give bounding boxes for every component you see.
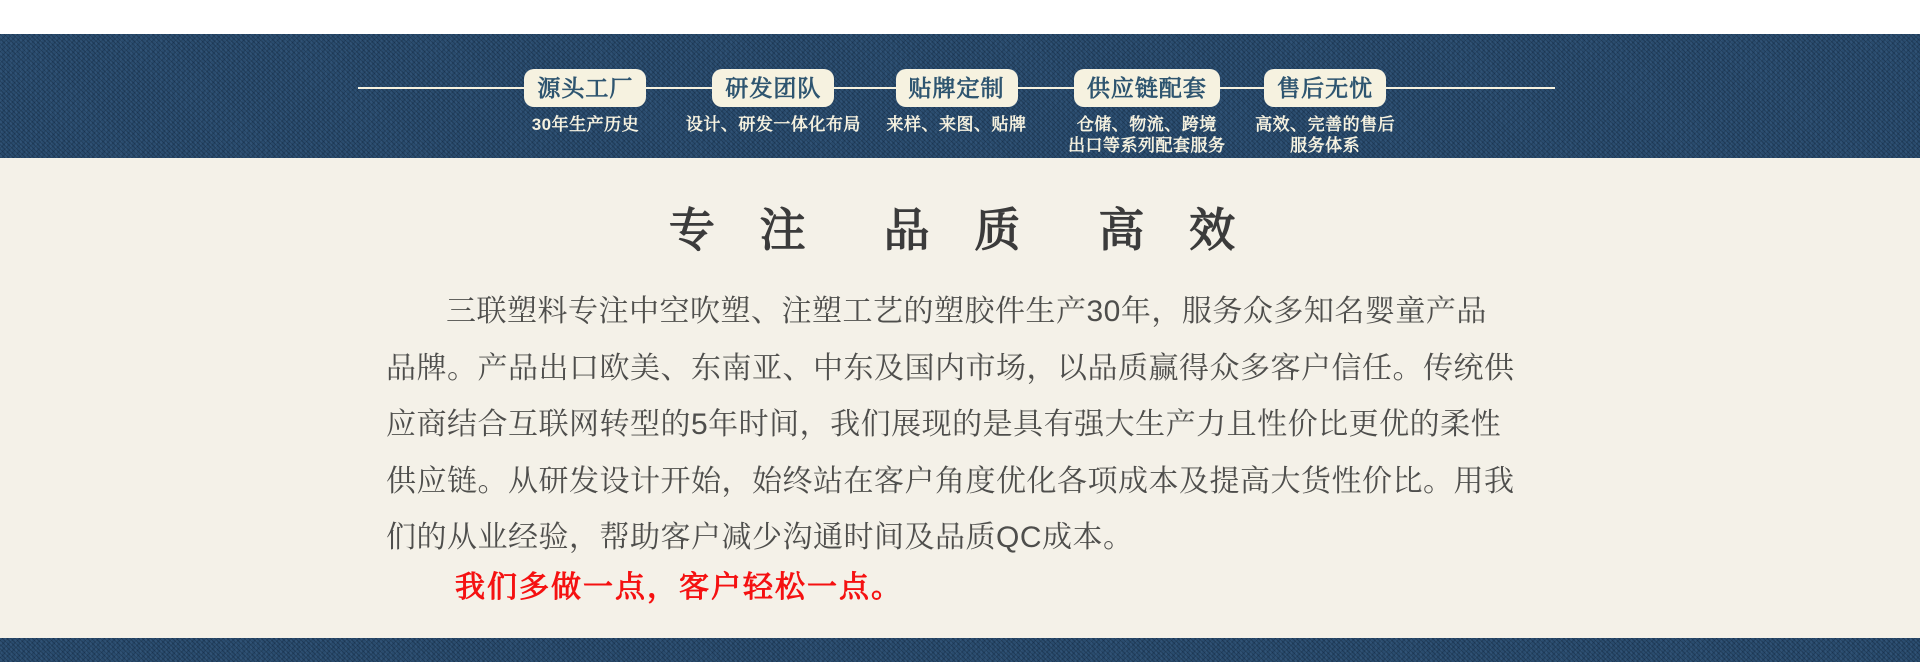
feature-subtitle-line: 高效、完善的售后 (1255, 115, 1396, 134)
feature-subtitle-line: 设计、研发一体化布局 (685, 115, 861, 134)
paragraph-line: 应商结合互联网转型的5年时间，我们展现的是具有强大生产力且性价比更优的柔性 (386, 408, 1502, 441)
paragraph-line: 们的从业经验，帮助客户减少沟通时间及品质QC成本。 (386, 521, 1134, 554)
feature-subtitle (1255, 114, 1395, 156)
paragraph-line: 供应链。从研发设计开始，始终站在客户角度优化各项成本及提高大货性价比。用我 (386, 464, 1515, 498)
feature-subtitle-line: 来样、来图、贴牌 (886, 115, 1027, 134)
intro-section (0, 158, 1920, 638)
feature-list (358, 34, 1555, 158)
feature-subtitle (887, 114, 1027, 135)
feature-subtitle (532, 114, 639, 135)
feature-subtitle-line: 服务体系 (1290, 136, 1361, 155)
top-feature-band (0, 34, 1920, 158)
feature-badge: 源头工厂 (524, 69, 646, 107)
red-slogan: 我们多做一点，客户轻松一点。 (455, 571, 903, 604)
feature-after-sales (1195, 69, 1455, 156)
company-intro-paragraph (386, 284, 1556, 567)
feature-subtitle-line: 30年生产历史 (531, 115, 640, 134)
feature-badge: 供应链配套 (1074, 69, 1220, 107)
section-title: 专 注 品 质 高 效 (668, 204, 1252, 256)
paragraph-line: 三联塑料专注中空吹塑、注塑工艺的塑胶件生产30年，服务众多知名婴童产品 (446, 295, 1487, 328)
feature-badge: 贴牌定制 (896, 69, 1018, 107)
feature-badge: 售后无忧 (1264, 69, 1386, 107)
paragraph-line: 品牌。产品出口欧美、东南亚、中东及国内市场，以品质赢得众多客户信任。传统供 (386, 351, 1515, 385)
feature-subtitle-line: 出口等系列配套服务 (1068, 136, 1226, 155)
feature-badge: 研发团队 (712, 69, 834, 107)
bottom-band (0, 638, 1920, 662)
feature-subtitle-line: 仓储、物流、跨境 (1076, 115, 1217, 134)
